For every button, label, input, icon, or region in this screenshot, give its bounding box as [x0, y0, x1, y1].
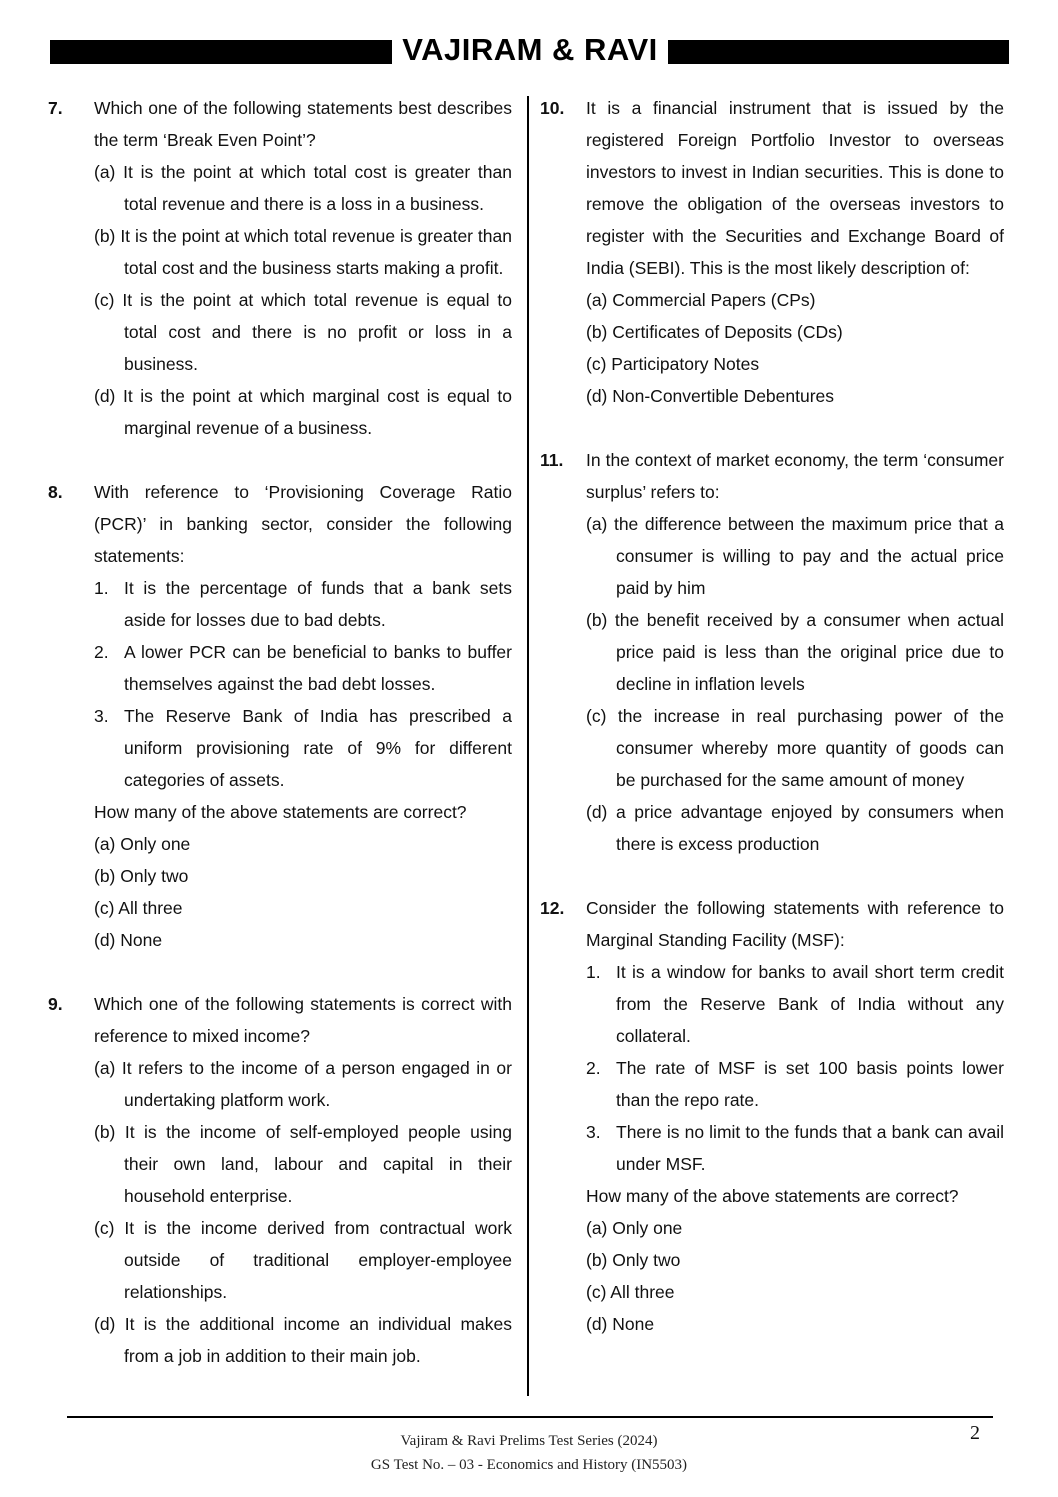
option-c: (c) It is the income derived from contractual work outside of traditional employer-employee relationships.: [94, 1218, 512, 1302]
footer-rule: [67, 1416, 993, 1418]
page-number: 2: [970, 1422, 980, 1444]
option-b: (b) Only two: [94, 866, 189, 886]
statement-2: [94, 636, 512, 700]
option-a: (a) It is the point at which total cost is greater than total revenue and there is a loss in a business.: [94, 162, 512, 214]
statement-number: 2.: [94, 642, 109, 662]
footer-series: Vajiram & Ravi Prelims Test Series (2024): [400, 1433, 658, 1449]
question-9: [48, 988, 512, 1372]
option-b: (b) It is the point at which total revenue is greater than total cost and the business starts making a profit.: [94, 226, 512, 278]
statement-text: The rate of MSF is set 100 basis points lower than the repo rate.: [616, 1058, 1004, 1110]
column-divider: [527, 96, 529, 1396]
statement-number: 3.: [586, 1122, 601, 1142]
question-prompt: How many of the above statements are correct?: [586, 1186, 959, 1206]
question-number: 8.: [48, 482, 63, 502]
question-text: In the context of market economy, the term ‘consumer surplus’ refers to:: [586, 450, 1004, 502]
option-d: (d) It is the additional income an individual makes from a job in addition to their main job.: [94, 1314, 512, 1366]
right-column: [540, 92, 1004, 1340]
question-number: 10.: [540, 98, 565, 118]
statement-1: [586, 956, 1004, 1052]
option-a: (a) It refers to the income of a person engaged in or undertaking platform work.: [94, 1058, 512, 1110]
question-text: Consider the following statements with reference to Marginal Standing Facility (MSF):: [586, 898, 1004, 950]
option-d: (d) Non-Convertible Debentures: [586, 386, 835, 406]
statement-3: [586, 1116, 1004, 1180]
question-10: [540, 92, 1004, 412]
statement-text: It is the percentage of funds that a bank sets aside for losses due to bad debts.: [124, 578, 512, 630]
statement-text: It is a window for banks to avail short term credit from the Reserve Bank of India without any collateral.: [616, 962, 1004, 1046]
option-b: (b) the benefit received by a consumer when actual price paid is less than the original price due to decline in inflation levels: [586, 610, 1004, 694]
option-c: (c) Participatory Notes: [586, 354, 760, 374]
question-text: With reference to ‘Provisioning Coverage Ratio (PCR)’ in banking sector, consider the following statements:: [94, 482, 512, 566]
statement-2: [586, 1052, 1004, 1116]
question-number: 11.: [540, 450, 564, 470]
statement-number: 1.: [586, 962, 601, 982]
option-c: (c) All three: [586, 1282, 675, 1302]
question-number: 7.: [48, 98, 63, 118]
option-d: (d) a price advantage enjoyed by consumers when there is excess production: [586, 802, 1004, 854]
option-a: (a) Only one: [586, 1218, 683, 1238]
page-header: [0, 0, 1058, 80]
question-text: It is a financial instrument that is issued by the registered Foreign Portfolio Investor to overseas investors to invest in Indian securities. This is done to remove the obligation of the overseas investors to register with the Securities and Exchange Board of India (SEBI). This is the most likely description of:: [586, 98, 1004, 278]
option-c: (c) It is the point at which total revenue is equal to total cost and there is no profit or loss in a business.: [94, 290, 512, 374]
option-c: (c) the increase in real purchasing power of the consumer whereby more quantity of goods can be purchased for the same amount of money: [586, 706, 1004, 790]
question-number: 12.: [540, 898, 565, 918]
question-text: Which one of the following statements is correct with reference to mixed income?: [94, 994, 512, 1046]
header-bar-left: [50, 40, 392, 64]
option-a: (a) the difference between the maximum price that a consumer is willing to pay and the actual price paid by him: [586, 514, 1004, 598]
question-11: [540, 444, 1004, 860]
option-d: (d) None: [94, 930, 163, 950]
option-a: (a) Only one: [94, 834, 191, 854]
question-text: Which one of the following statements best describes the term ‘Break Even Point’?: [94, 98, 512, 150]
question-number: 9.: [48, 994, 63, 1014]
question-7: [48, 92, 512, 444]
header-bar-right: [668, 40, 1009, 64]
option-b: (b) It is the income of self-employed people using their own land, labour and capital in their household enterprise.: [94, 1122, 512, 1206]
statement-3: [94, 700, 512, 796]
statement-number: 1.: [94, 578, 109, 598]
option-b: (b) Certificates of Deposits (CDs): [586, 322, 843, 342]
option-d: (d) None: [586, 1314, 655, 1334]
question-8: [48, 476, 512, 956]
footer-test-info: GS Test No. – 03 - Economics and History (IN5503): [370, 1457, 688, 1473]
option-c: (c) All three: [94, 898, 183, 918]
statement-1: [94, 572, 512, 636]
option-d: (d) It is the point at which marginal cost is equal to marginal revenue of a business.: [94, 386, 512, 438]
question-12: [540, 892, 1004, 1340]
statement-text: There is no limit to the funds that a bank can avail under MSF.: [616, 1122, 1004, 1174]
statement-text: A lower PCR can be beneficial to banks to buffer themselves against the bad debt losses.: [124, 642, 512, 694]
statement-number: 3.: [94, 706, 109, 726]
option-b: (b) Only two: [586, 1250, 681, 1270]
header-title: VAJIRAM & RAVI: [402, 32, 658, 67]
statement-text: The Reserve Bank of India has prescribed a uniform provisioning rate of 9% for different categories of assets.: [124, 706, 512, 790]
option-a: (a) Commercial Papers (CPs): [586, 290, 816, 310]
statement-number: 2.: [586, 1058, 601, 1078]
question-prompt: How many of the above statements are correct?: [94, 802, 467, 822]
left-column: [48, 92, 512, 1372]
